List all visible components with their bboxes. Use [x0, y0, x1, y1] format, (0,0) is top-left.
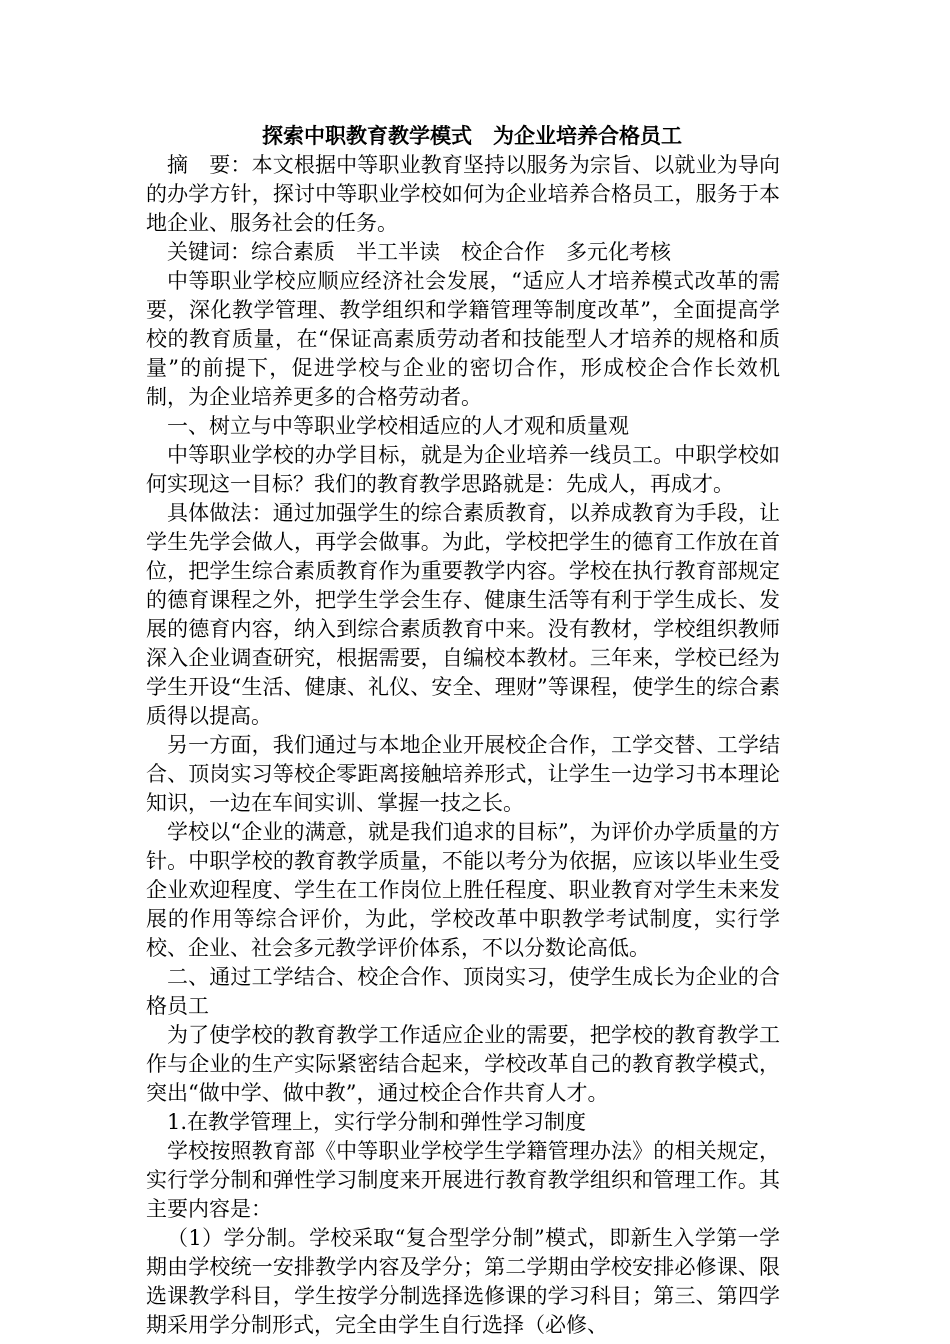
- body-paragraph: 中等职业学校应顺应经济社会发展，“适应人才培养模式改革的需要，深化教学管理、教学组织和学籍管理等制度改革”，全面提高学校的教育质量，在“保证高素质劳动者和技能型人才培养的规格和质量”的前提下，促进学校与企业的密切合作，形成校企合作长效机制，为企业培养更多的合格劳动者。: [146, 269, 780, 409]
- keywords-paragraph: 关键词：综合素质 半工半读 校企合作 多元化考核: [167, 240, 671, 264]
- body-paragraph: 学校按照教育部《中等职业学校学生学籍管理办法》的相关规定，实行学分制和弹性学习制度来开展进行教育教学组织和管理工作。其主要内容是：: [146, 1139, 780, 1221]
- subsection-heading-1: 1.在教学管理上，实行学分制和弹性学习制度: [167, 1110, 587, 1134]
- body-paragraph: 中等职业学校的办学目标，就是为企业培养一线员工。中职学校如何实现这一目标？我们的教育教学思路就是：先成人，再成才。: [146, 443, 780, 496]
- body-paragraph: 学校以“企业的满意，就是我们追求的目标”，为评价办学质量的方针。中职学校的教育教学质量，不能以考分为依据，应该以毕业生受企业欢迎程度、学生在工作岗位上胜任程度、职业教育对学生未来发展的作用等综合评价，为此，学校改革中职教学考试制度，实行学校、企业、社会多元教学评价体系，不以分数论高低。: [146, 820, 780, 960]
- body-paragraph: 为了使学校的教育教学工作适应企业的需要，把学校的教育教学工作与企业的生产实际紧密结合起来，学校改革自己的教育教学模式，突出“做中学、做中教”，通过校企合作共育人才。: [146, 1023, 780, 1105]
- body-paragraph: 具体做法：通过加强学生的综合素质教育，以养成教育为手段，让学生先学会做人，再学会做事。为此，学校把学生的德育工作放在首位，把学生综合素质教育作为重要教学内容。学校在执行教育部规定的德育课程之外，把学生学会生存、健康生活等有利于学生成长、发展的德育内容，纳入到综合素质教育中来。没有教材，学校组织教师深入企业调查研究，根据需要，自编校本教材。三年来，学校已经为学生开设“生活、健康、礼仪、安全、理财”等课程，使学生的综合素质得以提高。: [146, 501, 780, 728]
- section-heading-2: 二、通过工学结合、校企合作、顶岗实习，使学生成长为企业的合格员工: [146, 965, 780, 1018]
- body-paragraph: （1）学分制。学校采取“复合型学分制”模式，即新生入学第一学期由学校统一安排教学内容及学分；第二学期由学校安排必修课、限选课教学科目，学生按学分制选择选修课的学习科目；第三、第四学期采用学分制形式，完全由学生自行选择（必修、: [146, 1226, 780, 1337]
- body-paragraph: 另一方面，我们通过与本地企业开展校企合作，工学交替、工学结合、顶岗实习等校企零距离接触培养形式，让学生一边学习书本理论知识，一边在车间实训、掌握一技之长。: [146, 733, 780, 815]
- document-body: [146, 120, 780, 1340]
- section-heading-1: 一、树立与中等职业学校相适应的人才观和质量观: [167, 414, 629, 438]
- abstract-paragraph: 摘 要：本文根据中等职业教育坚持以服务为宗旨、以就业为导向的办学方针，探讨中等职业学校如何为企业培养合格员工，服务于本地企业、服务社会的任务。: [146, 153, 780, 235]
- document-title: 探索中职教育教学模式 为企业培养合格员工: [262, 123, 682, 148]
